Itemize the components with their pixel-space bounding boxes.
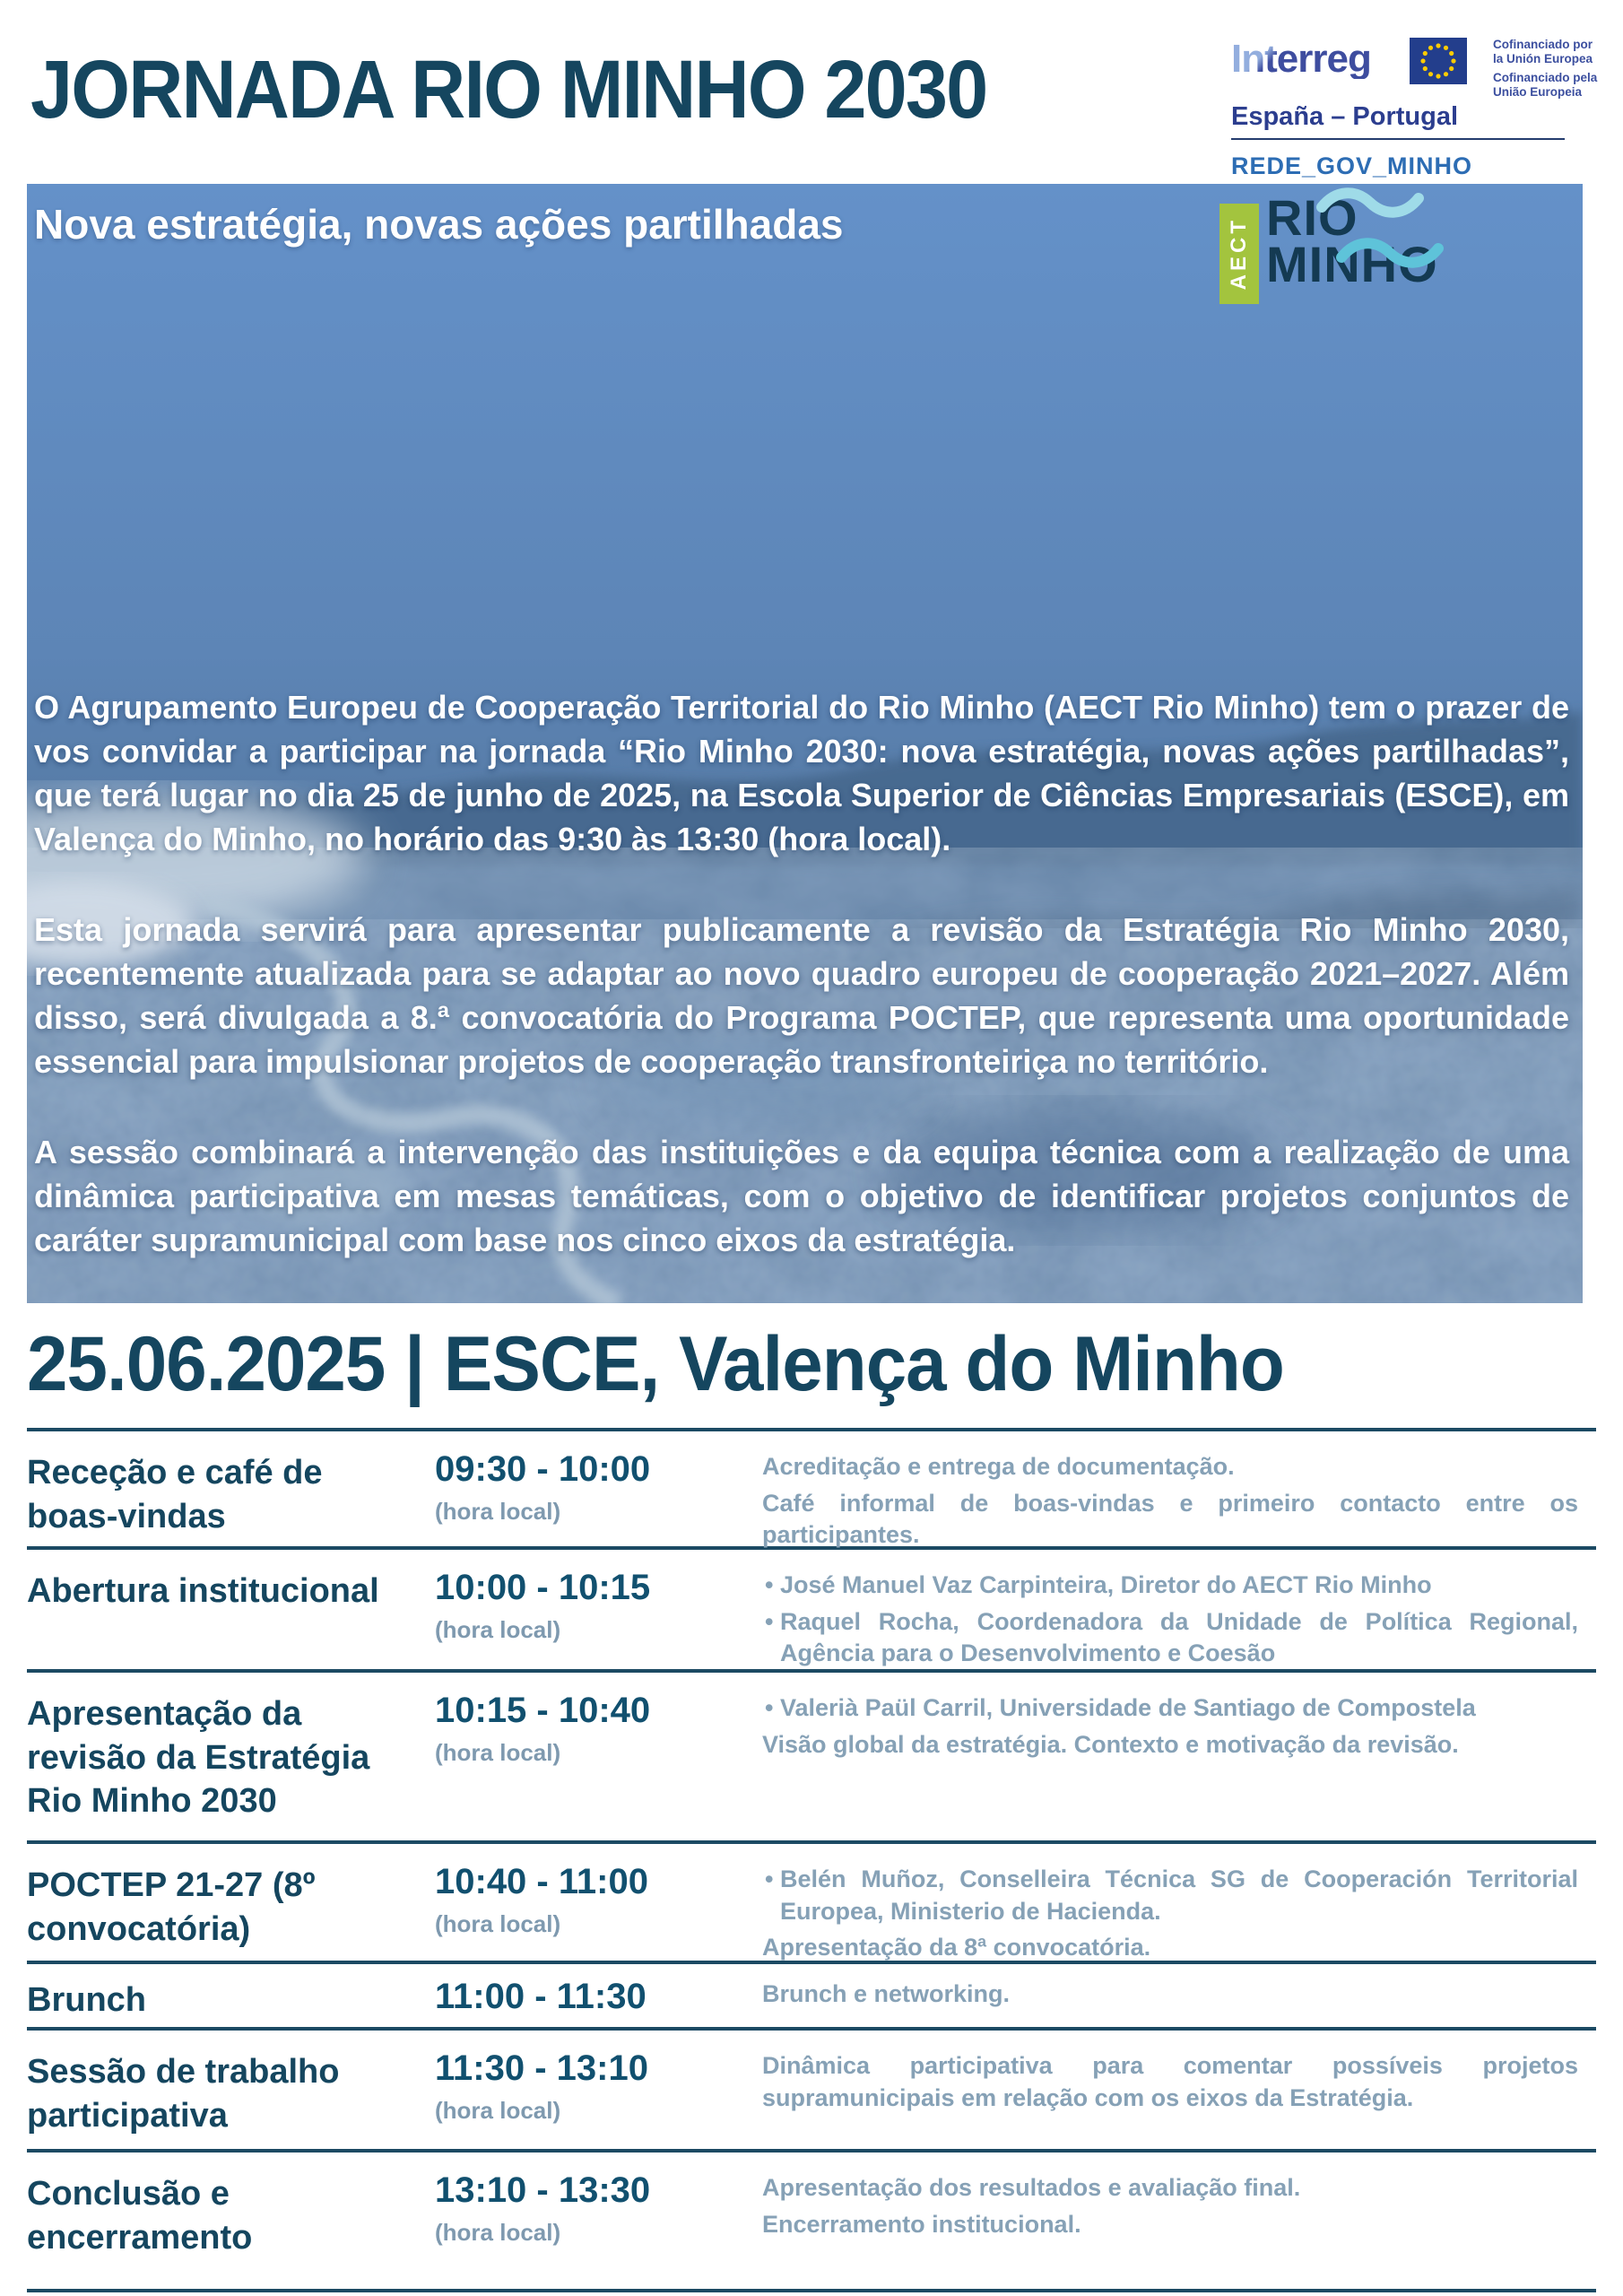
session-time: 10:00 - 10:15 (435, 1568, 651, 1607)
session-time-note: (hora local) (435, 1910, 561, 1937)
session-time-note: (hora local) (435, 1498, 561, 1525)
session-time-note: (hora local) (435, 2219, 561, 2246)
session-time: 13:10 - 13:30 (435, 2170, 651, 2210)
session-details (762, 1692, 1596, 1840)
intro-paragraph: O Agrupamento Europeu de Cooperação Territorial do Rio Minho (AECT Rio Minho) tem o prazer de vos convidar a participar na jornada “Rio Minho 2030: nova estratégia, novas ações partilhadas”, que terá lugar no dia 25 de junho de 2025, na Escola Superior de Ciências Empresariais (ESCE), em Valença do Minho, no horário das 9:30 às 13:30 (hora local). (34, 689, 1569, 857)
aect-rio-minho-logo (1219, 189, 1499, 311)
detail-bullet: • Raquel Rocha, Coordenadora da Unidade de Política Regional, Agência para o Desenvolvimento e Coesão (765, 1607, 1578, 1667)
detail-bullet: • Belén Muñoz, Conselleira Técnica SG de Cooperación Territorial Europea, Ministerio de Hacienda. (765, 1866, 1578, 1925)
session-title: Conclusão e encerramento (27, 2175, 253, 2257)
session-time: 10:40 - 11:00 (435, 1862, 648, 1901)
session-time: 10:15 - 10:40 (435, 1691, 651, 1730)
detail-line: Dinâmica participativa para comentar possíveis projetos supramunicipais em relação com os eixos da Estratégia. (762, 2052, 1578, 2111)
session-time: 11:30 - 13:10 (435, 2048, 648, 2088)
session-time: 09:30 - 10:00 (435, 1449, 651, 1489)
session-time-cell (435, 2050, 762, 2149)
detail-line: Acreditação e entrega de documentação. (762, 1453, 1235, 1480)
session-title: Receção e café de boas-vindas (27, 1454, 323, 1535)
divider (1231, 138, 1565, 140)
session-title: POCTEP 21-27 (8º convocatória) (27, 1866, 316, 1948)
schedule-row (27, 2152, 1596, 2292)
interreg-program-label: España – Portugal (1231, 102, 1459, 131)
interreg-logo: Interreg (1231, 37, 1371, 81)
poster-subtitle: Nova estratégia, novas ações partilhadas (34, 201, 844, 248)
eu-cofinance-line: União Europeia (1493, 84, 1583, 99)
schedule-row (27, 1550, 1596, 1673)
session-time-cell (435, 1979, 762, 2027)
session-details (762, 1451, 1596, 1556)
session-title: Apresentação da revisão da Estratégia Rio Minho 2030 (27, 1695, 370, 1821)
detail-bullet: • Valerià Paül Carril, Universidade de Santiago de Compostela (762, 1692, 1578, 1725)
schedule-row (27, 1844, 1596, 1964)
aect-logo-word1: RIO (1266, 189, 1358, 246)
session-details (762, 1570, 1596, 1674)
session-time-note: (hora local) (435, 1739, 561, 1766)
aect-tag: AECT (1219, 204, 1259, 304)
detail-line: Apresentação dos resultados e avaliação final. (762, 2174, 1301, 2201)
schedule-row (27, 1673, 1596, 1844)
bullet-dot-icon: • (765, 1694, 774, 1721)
river-wave-icon (1266, 184, 1499, 315)
session-time: 11:00 - 11:30 (435, 1977, 647, 2016)
eu-cofinance-line: Cofinanciado por (1493, 38, 1593, 51)
network-label: REDE_GOV_MINHO (1231, 152, 1473, 179)
event-heading: 25.06.2025 | ESCE, Valença do Minho (27, 1321, 1284, 1407)
session-time-note: (hora local) (435, 1616, 561, 1643)
detail-line: Brunch e networking. (762, 1980, 1011, 2007)
detail-bullet: • José Manuel Vaz Carpinteira, Diretor do AECT Rio Minho (762, 1570, 1578, 1602)
schedule-row (27, 1431, 1596, 1550)
intro-paragraph: Esta jornada servirá para apresentar publicamente a revisão da Estratégia Rio Minho 2030, recentemente atualizada para se adaptar ao novo quadro europeu de cooperação 2021–2027. Além disso, será divulgada a 8.ª convocatória do Programa POCTEP, que representa uma oportunidade essencial para impulsionar projetos de cooperação transfronteiriça no território. (34, 910, 1569, 1080)
intro-paragraph: A sessão combinará a intervenção das instituições e da equipa técnica com a realização de uma dinâmica participativa em mesas temáticas, com o objetivo de identificar projetos conjuntos de caráter supramunicipal com base nos cinco eixos da estratégia. (34, 1133, 1569, 1258)
session-details (762, 2050, 1596, 2149)
session-time-cell (435, 1570, 762, 1674)
detail-line: Encerramento institucional. (762, 2210, 1081, 2238)
page-title: JORNADA RIO MINHO 2030 (30, 44, 987, 135)
detail-line: Café informal de boas-vindas e primeiro contacto entre os participantes. (762, 1489, 1578, 1549)
session-details (762, 1979, 1596, 2027)
session-title: Abertura institucional (27, 1572, 379, 1610)
eu-cofinance-line: Cofinanciado pela (1493, 70, 1598, 84)
session-time-cell (435, 1864, 762, 1969)
bullet-dot-icon: • (765, 1866, 774, 1892)
session-time-cell (435, 2172, 762, 2289)
eu-flag-icon (1410, 38, 1467, 84)
schedule-row (27, 2031, 1596, 2152)
aerial-photo-banner (27, 184, 1583, 1303)
session-time-note: (hora local) (435, 2097, 561, 2124)
session-time-cell (435, 1451, 762, 1556)
detail-line: Visão global da estratégia. Contexto e motivação da revisão. (762, 1730, 1459, 1758)
eu-cofinance-line: la Unión Europea (1493, 51, 1593, 65)
session-details (762, 2172, 1596, 2289)
session-title: Sessão de trabalho participativa (27, 2053, 340, 2135)
eu-cofinance-text (1493, 38, 1623, 100)
bullet-dot-icon: • (765, 1607, 774, 1635)
session-title: Brunch (27, 1981, 146, 2019)
detail-line: Apresentação da 8ª convocatória. (762, 1934, 1151, 1961)
bullet-dot-icon: • (765, 1571, 774, 1598)
schedule-row (27, 1964, 1596, 2031)
schedule-table (27, 1428, 1596, 2292)
session-details (762, 1864, 1596, 1969)
intro-paragraphs (34, 686, 1569, 1303)
session-time-cell (435, 1692, 762, 1840)
aect-logo-word2: MINHO (1266, 236, 1438, 293)
